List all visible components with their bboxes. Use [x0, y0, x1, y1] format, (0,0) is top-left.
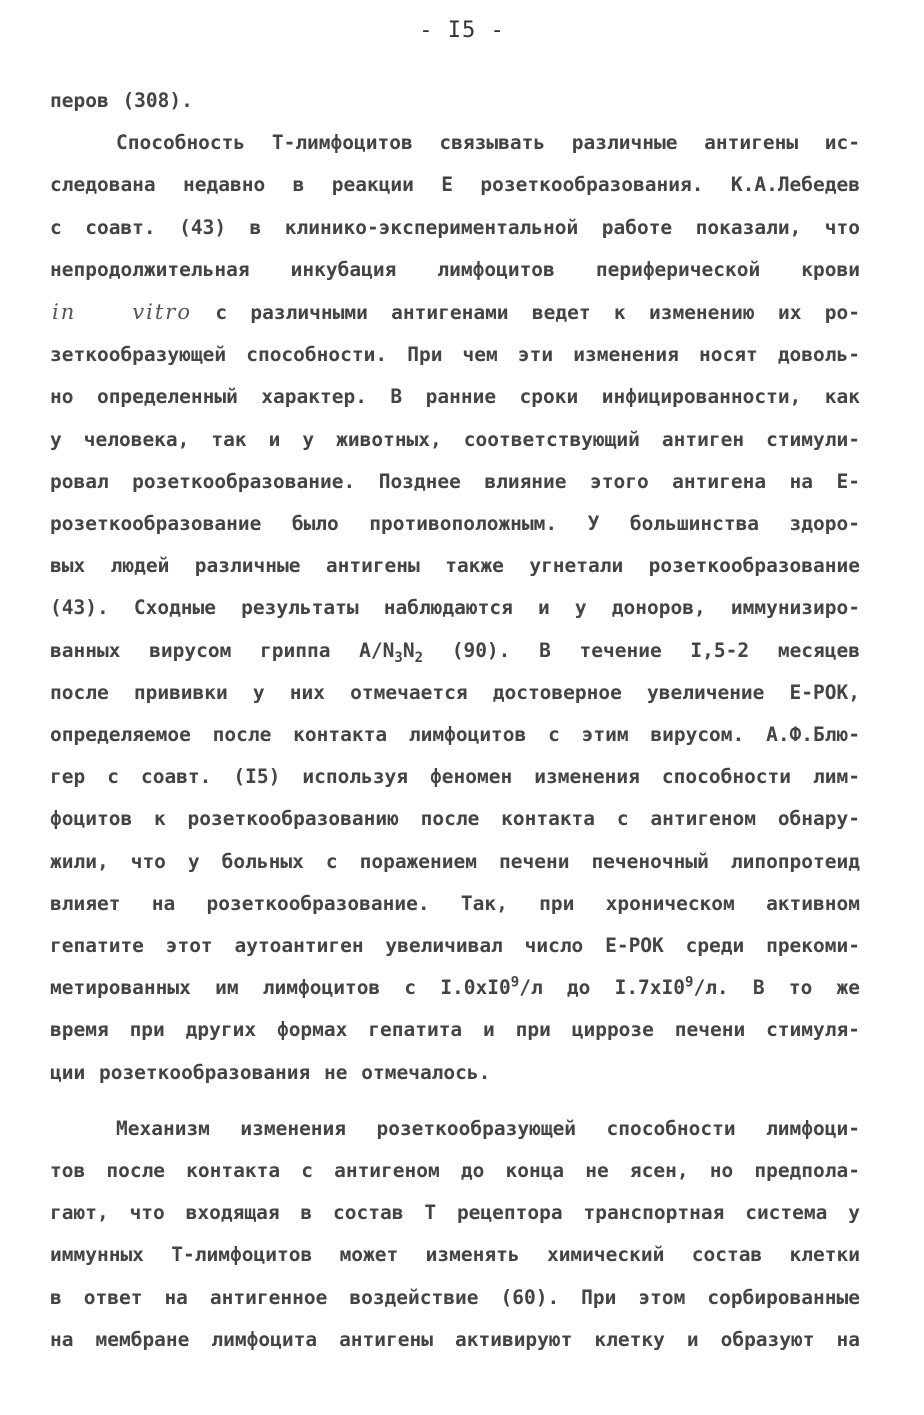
- text-line: ровал розеткообразование. Позднее влияние этого антигена на Е-: [50, 469, 860, 493]
- text-line: время при других формах гепатита и при циррозе печени стимуля-: [50, 1018, 860, 1042]
- text-line: вых людей различные антигены также угнетали розеткообразование: [50, 554, 860, 578]
- text-line: определяемое после контакта лимфоцитов с этим вирусом. А.Ф.Блю-: [50, 723, 860, 747]
- text-line: ции розеткообразования не отмечалось.: [50, 1060, 491, 1084]
- text-line: [50, 630, 860, 672]
- text-line: влияет на розеткообразование. Так, при хроническом активном: [50, 891, 860, 915]
- text-line: на мембране лимфоцита антигены активируют клетку и образуют на: [50, 1327, 860, 1351]
- superscript: 9: [510, 974, 520, 991]
- text-line: (43). Сходные результаты наблюдаются и у доноров, иммунизиро-: [50, 596, 860, 620]
- text-line: фоцитов к розеткообразованию после контакта с антигеном обнару-: [50, 807, 860, 831]
- text-fragment: N: [402, 638, 415, 662]
- text-line: гер с соавт. (I5) используя феномен изменения способности лим-: [50, 765, 860, 789]
- subscript: 2: [414, 649, 424, 666]
- text-line: жили, что у больных с поражением печени печеночный липопротеид: [50, 849, 860, 873]
- text-line: перов (308).: [50, 89, 193, 112]
- text-line: непродолжительная инкубация лимфоцитов периферической крови: [50, 257, 860, 281]
- text-line: в ответ на антигенное воздействие (60). При этом сорбированные: [50, 1285, 860, 1309]
- handwritten-insertion: in vitro: [52, 300, 192, 325]
- superscript: 9: [685, 974, 694, 991]
- text-line: с соавт. (43) в клинико-экспериментальной работе показали, что: [50, 215, 860, 239]
- text-line: Способность Т-лимфоцитов связывать различные антигены ис-: [116, 131, 860, 155]
- text-line: гают, что входящая в состав Т рецептора транспортная система у: [50, 1201, 860, 1225]
- text-fragment: ванных вирусом гриппа A/N: [50, 638, 395, 662]
- text-line: тов после контакта с антигеном до конца не ясен, но предпола-: [50, 1159, 860, 1183]
- text-line: гепатите этот аутоантиген увеличивал число Е-РОК среди прекоми-: [50, 934, 860, 958]
- text-fragment: с различными антигенами ведет к изменению их ро-: [215, 301, 860, 325]
- text-line: после прививки у них отмечается достоверное увеличение Е-РОК,: [50, 680, 860, 704]
- text-line: Механизм изменения розеткообразующей способности лимфоци-: [116, 1116, 860, 1140]
- text-line: у человека, так и у животных, соответствующий антиген стимули-: [50, 427, 860, 451]
- page-number: - I5 -: [419, 18, 505, 43]
- text-line: иммунных Т-лимфоцитов может изменять химический состав клетки: [50, 1243, 860, 1267]
- text-fragment: метированных им лимфоцитов с I.0xI0: [50, 976, 511, 1000]
- body-text: [50, 80, 860, 1361]
- text-fragment: /л до I.7xI0: [519, 976, 686, 1000]
- text-fragment: (90). В течение I,5-2 месяцев: [423, 638, 861, 662]
- subscript: 3: [394, 649, 403, 666]
- text-line: [50, 291, 860, 334]
- text-line: следована недавно в реакции Е розеткообразования. К.А.Лебедев: [50, 173, 860, 197]
- text-fragment: /л. В то же: [693, 976, 860, 1000]
- text-line: но определенный характер. В ранние сроки инфицированности, как: [50, 385, 860, 409]
- text-line: розеткообразование было противоположным. У большинства здоро-: [50, 512, 860, 536]
- text-line: [50, 967, 860, 1009]
- text-line: зеткообразующей способности. При чем эти изменения носят доволь-: [50, 343, 860, 367]
